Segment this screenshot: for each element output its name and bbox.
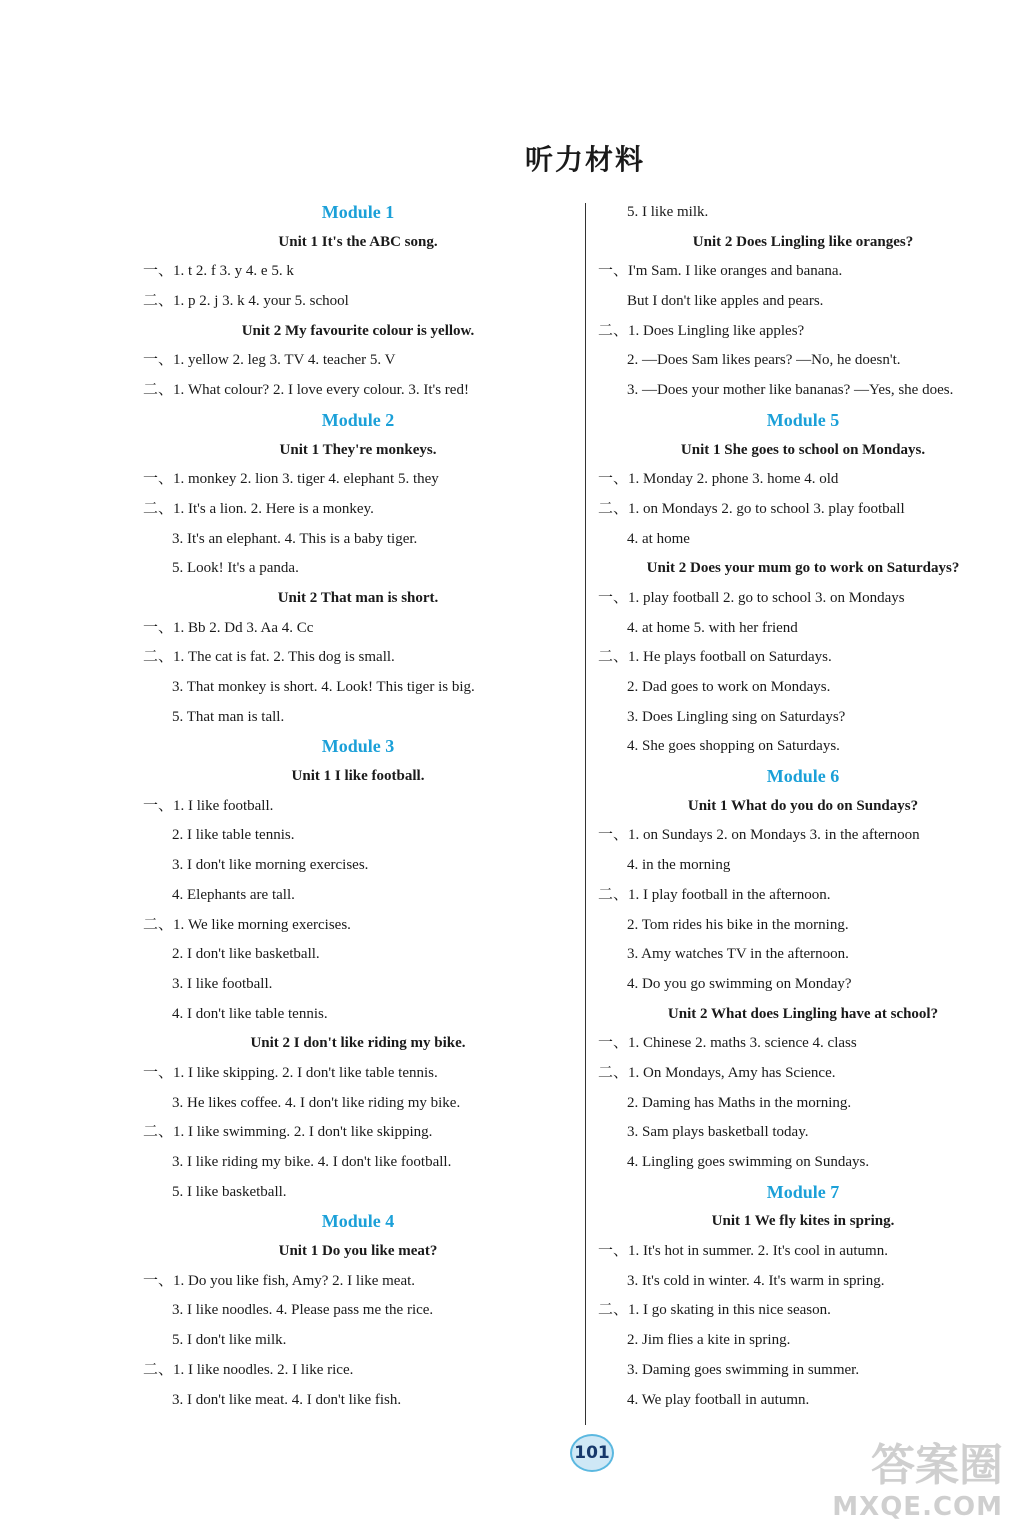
- answer-line: 二、1. He plays football on Saturdays.: [598, 649, 832, 666]
- answer-line: 一、1. on Sundays 2. on Mondays 3. in the afternoon: [598, 827, 920, 844]
- answer-line: 3. I like noodles. 4. Please pass me the rice.: [172, 1302, 434, 1319]
- answer-line: 一、1. I like skipping. 2. I don't like table tennis.: [143, 1064, 438, 1081]
- answer-line: 一、1. It's hot in summer. 2. It's cool in autumn.: [598, 1243, 888, 1260]
- right-column: [598, 198, 1008, 1415]
- answer-line: 4. Do you go swimming on Monday?: [627, 975, 852, 992]
- answer-line: 一、1. Do you like fish, Amy? 2. I like meat.: [143, 1272, 416, 1289]
- unit-heading: Unit 2 What does Lingling have at school?: [667, 1005, 939, 1022]
- answer-line: 4. at home: [627, 530, 690, 547]
- answer-line: 二、1. I go skating in this nice season.: [598, 1302, 831, 1319]
- answer-line: 3. He likes coffee. 4. I don't like riding my bike.: [172, 1094, 461, 1111]
- module-heading: Module 2: [321, 409, 395, 430]
- answer-line: 3. I like football.: [172, 975, 273, 992]
- answer-line: 3. Sam plays basketball today.: [627, 1124, 809, 1141]
- answer-line: 2. —Does Sam likes pears? —No, he doesn't.: [627, 352, 901, 369]
- answer-line: 2. Daming has Maths in the morning.: [627, 1094, 852, 1111]
- answer-line: 二、1. on Mondays 2. go to school 3. play football: [598, 500, 905, 517]
- module-heading: Module 7: [766, 1181, 840, 1202]
- answer-line: 2. Dad goes to work on Mondays.: [627, 679, 831, 695]
- watermark-bottom-text: MXQE.COM: [832, 1492, 1003, 1522]
- answer-line: 3. Amy watches TV in the afternoon.: [627, 946, 849, 963]
- module-heading: Module 1: [321, 202, 395, 222]
- answer-line: 3. I don't like morning exercises.: [172, 857, 369, 874]
- answer-line: 2. Tom rides his bike in the morning.: [627, 916, 849, 933]
- answer-line: 二、1. On Mondays, Amy has Science.: [598, 1064, 836, 1081]
- unit-heading: Unit 1 Do you like meat?: [278, 1243, 438, 1260]
- unit-heading: Unit 2 Does Lingling like oranges?: [692, 233, 914, 250]
- answer-line: 4. I don't like table tennis.: [172, 1005, 328, 1022]
- answer-line: 4. at home 5. with her friend: [627, 619, 798, 636]
- answer-line: 二、1. p 2. j 3. k 4. your 5. school: [143, 293, 349, 310]
- answer-line: 一、1. play football 2. go to school 3. on Mondays: [598, 589, 905, 606]
- answer-line: 一、1. Bb 2. Dd 3. Aa 4. Cc: [143, 619, 314, 636]
- answer-line: 3. I don't like meat. 4. I don't like fish.: [172, 1391, 402, 1408]
- unit-heading: Unit 1 She goes to school on Mondays.: [680, 441, 926, 458]
- answer-line: 二、1. What colour? 2. I love every colour. 3. It's red!: [143, 382, 469, 399]
- watermark-top-text: 答案圈: [871, 1440, 1003, 1491]
- watermark-logo: [813, 1440, 1003, 1530]
- answer-line: 3. Does Lingling sing on Saturdays?: [627, 708, 846, 725]
- answer-line: 5. I like basketball.: [172, 1183, 287, 1200]
- column-divider: [585, 203, 586, 1425]
- answer-line: 4. Lingling goes swimming on Sundays.: [627, 1154, 870, 1170]
- answer-line: 2. I like table tennis.: [172, 827, 295, 844]
- answer-line: 3. I like riding my bike. 4. I don't like football.: [172, 1154, 452, 1170]
- unit-heading: Unit 1 It's the ABC song.: [278, 233, 438, 250]
- answer-line: 3. That monkey is short. 4. Look! This tiger is big.: [172, 679, 475, 695]
- answer-line: 一、1. Chinese 2. maths 3. science 4. class: [598, 1035, 857, 1052]
- answer-line: 一、1. monkey 2. lion 3. tiger 4. elephant 5. they: [143, 471, 439, 488]
- answer-line: 二、1. I like noodles. 2. I like rice.: [143, 1361, 354, 1378]
- answer-line: 一、1. Monday 2. phone 3. home 4. old: [598, 471, 839, 488]
- answer-line: 二、1. I like swimming. 2. I don't like skipping.: [143, 1124, 433, 1141]
- answer-line: 一、1. yellow 2. leg 3. TV 4. teacher 5. V: [143, 352, 396, 369]
- unit-heading: Unit 2 I don't like riding my bike.: [250, 1035, 466, 1052]
- module-heading: Module 3: [321, 736, 395, 757]
- unit-heading: Unit 1 I like football.: [291, 768, 425, 785]
- answer-line: 4. We play football in autumn.: [627, 1391, 810, 1408]
- left-column: [143, 198, 573, 1415]
- unit-heading: Unit 1 What do you do on Sundays?: [687, 797, 919, 814]
- answer-line: 二、1. It's a lion. 2. Here is a monkey.: [143, 500, 374, 517]
- unit-heading: Unit 1 We fly kites in spring.: [711, 1213, 895, 1230]
- answer-line: But I don't like apples and pears.: [627, 293, 824, 310]
- answer-line: 5. Look! It's a panda.: [172, 560, 299, 577]
- answer-line: 二、1. I play football in the afternoon.: [598, 886, 831, 903]
- answer-line: 2. Jim flies a kite in spring.: [627, 1332, 791, 1349]
- unit-heading: Unit 2 My favourite colour is yellow.: [241, 322, 475, 339]
- answer-line: 4. Elephants are tall.: [172, 886, 295, 903]
- page-title: 听力材料: [524, 143, 645, 176]
- module-heading: Module 4: [321, 1211, 395, 1232]
- unit-heading: Unit 1 They're monkeys.: [279, 441, 437, 458]
- answer-line: 3. It's cold in winter. 4. It's warm in spring.: [627, 1272, 885, 1289]
- answer-line: 二、1. We like morning exercises.: [143, 916, 351, 933]
- answer-line: 3. It's an elephant. 4. This is a baby tiger.: [172, 530, 418, 547]
- answer-line: 3. Daming goes swimming in summer.: [627, 1361, 860, 1378]
- answer-line: 2. I don't like basketball.: [172, 946, 320, 963]
- answer-line: 一、1. I like football.: [143, 797, 274, 814]
- answer-line: 二、1. Does Lingling like apples?: [598, 322, 805, 339]
- module-heading: Module 5: [766, 409, 840, 430]
- unit-heading: Unit 2 That man is short.: [277, 589, 439, 606]
- unit-heading: Unit 2 Does your mum go to work on Saturdays?: [646, 560, 960, 577]
- answer-line: 一、I'm Sam. I like oranges and banana.: [598, 263, 843, 280]
- answer-line: 4. in the morning: [627, 857, 731, 874]
- answer-line: 5. I don't like milk.: [172, 1332, 287, 1349]
- answer-line: 5. That man is tall.: [172, 708, 285, 725]
- answer-line: 4. She goes shopping on Saturdays.: [627, 738, 840, 755]
- answer-line: 一、1. t 2. f 3. y 4. e 5. k: [143, 263, 294, 280]
- page-number: 101: [570, 1434, 614, 1472]
- answer-line: 3. —Does your mother like bananas? —Yes, she does.: [627, 382, 954, 399]
- module-heading: Module 6: [766, 766, 840, 787]
- answer-line: 二、1. The cat is fat. 2. This dog is small.: [143, 649, 395, 666]
- answer-line: 5. I like milk.: [627, 204, 709, 220]
